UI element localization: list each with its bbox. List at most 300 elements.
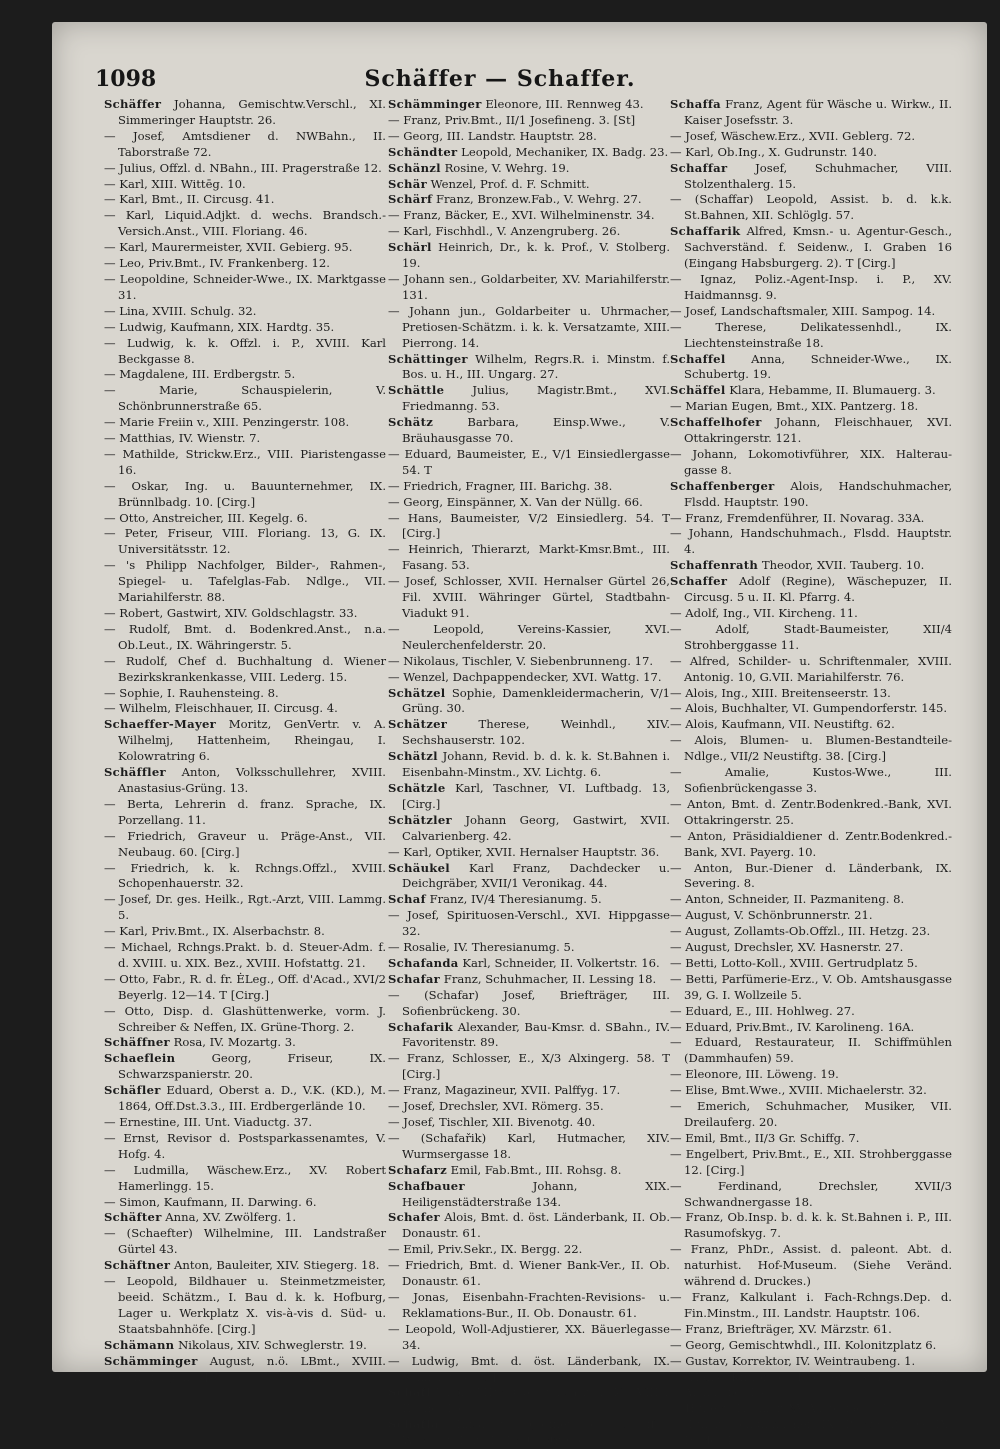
entry-text: — Alois, Kaufmann, VII. Neustiftg. 62. <box>670 717 895 732</box>
entry-surname: Schaffa <box>670 97 721 111</box>
directory-entry <box>670 383 952 399</box>
entry-text: Alois, Bmt. d. öst. Länderbank, II. Ob. Donaustr. 61. <box>402 1210 671 1241</box>
directory-entry <box>104 1115 386 1131</box>
directory-entry <box>670 654 952 686</box>
entry-text: — Leopold, Vereins-Kassier, XVI. Neulerchenfelderstr. 20. <box>388 621 670 652</box>
entry-text: — Franz, Bäcker, E., XVI. Wilhelminenstr. 34. <box>388 208 655 223</box>
entry-surname: Schaffenrath <box>670 558 759 573</box>
directory-entry <box>104 320 386 336</box>
directory-entry <box>104 1226 386 1258</box>
entry-text: — Heinrich, Thierarzt, Markt-Kmsr.Bmt., III. Fasang. 53. <box>388 542 670 573</box>
entry-text: — Otto, Fabr., R. d. fr. ĖLeg., Off. d'Acad., XVI/2 Beyerlg. 12—14. T [Cirg.] <box>104 971 386 1002</box>
entry-text: — Ludwig, Kaufmann, XIX. Hardtg. 35. <box>104 319 335 334</box>
entry-surname: Schaffa <box>388 1417 439 1432</box>
directory-entry <box>388 781 670 813</box>
entry-text: Jakob, MDr., Ob.-Stabsarzt 1. Kl., VIII/1 Kochg. 16. <box>402 1385 670 1416</box>
directory-entry <box>388 177 670 193</box>
entry-surname: Schätz <box>388 415 434 430</box>
directory-entry <box>388 145 670 161</box>
entry-text: — Alois, Buchhalter, VI. Gumpendorferstr. 145. <box>670 701 948 716</box>
directory-entry <box>388 892 670 908</box>
entry-text: — Ernestine, III. Unt. Viaductg. 37. <box>104 1115 313 1129</box>
entry-text: — Friedrich, k. k. Rchngs.Offzl., XVIII. Schopenhauerstr. 32. <box>104 860 386 891</box>
entry-text: Rosine, V. Wehrg. 19. <box>444 160 570 175</box>
directory-entry <box>104 558 386 606</box>
entry-text: — Josef, Spirituosen-Verschl., XVI. Hippgasse 32. <box>388 908 670 939</box>
entry-text: — Rosalie, IV. Theresianumg. 5. <box>388 940 575 955</box>
entry-surname: Schändter <box>388 144 458 159</box>
entry-text: — Magdalene, III. Erdbergstr. 5. <box>104 367 296 382</box>
directory-entry <box>670 1020 952 1036</box>
entry-text: — Leopold, Bildhauer u. Steinmetzmeister, beeid. Schätzm., I. Bau d. k. k. Hofburg, Lager u. Werkplatz X. vis-à-vis d. Süd- u. Staatsbahnhöfe. [Cirg.] <box>104 1274 386 1336</box>
entry-surname: Schäffler <box>104 765 166 780</box>
directory-entry <box>388 956 670 972</box>
directory-entry <box>388 1115 670 1131</box>
directory-entry <box>388 1417 670 1449</box>
directory-entry <box>104 717 386 765</box>
directory-entry <box>104 701 386 717</box>
directory-entry <box>104 431 386 447</box>
entry-text: Moritz, GenVertr. v. A. Wilhelmj, Hattenheim, Rheingau, I. Kolowratring 6. <box>118 717 386 764</box>
directory-entry <box>670 972 952 1004</box>
directory-entry <box>104 304 386 320</box>
entry-text: — Ignaz, Poliz.-Agent-Insp. i. P., XV. Haidmannsg. 9. <box>670 271 952 302</box>
entry-text: — Josef, Wäschew.Erz., XVII. Geblerg. 72. <box>670 128 916 143</box>
entry-text: — Leopoldine, Schneider-Wwe., IX. Marktgasse 31. <box>104 271 386 302</box>
entry-surname: Schärf <box>388 192 433 207</box>
directory-entry <box>388 304 670 352</box>
entry-text: — Matthias, IV. Wienstr. 7. <box>104 431 261 446</box>
entry-text: Leopold, Mechaniker, IX. Badg. 23. <box>461 144 669 159</box>
entry-text: Alexander, Bau-Kmsr. d. SBahn., IV. Favoritenstr. 89. <box>402 1019 671 1050</box>
entry-text: — Ludwig, Bmt. d. öst. Länderbank, IX. Schlickg. 3. [St] <box>388 1353 670 1384</box>
entry-text: — Adolf, Ing., VII. Kircheng. 11. <box>670 606 858 620</box>
directory-entry <box>670 829 952 861</box>
entry-text: — Hans, Kntlor. d. I. österr. Sparkasse, XII. Aichholzg. 18. <box>670 1369 952 1400</box>
directory-entry <box>670 1004 952 1020</box>
directory-entry <box>388 845 670 861</box>
directory-entry <box>388 1385 670 1417</box>
entry-text: Johanna, Gemischtw.Verschl., XI. Simmeringer Hauptstr. 26. <box>118 97 386 127</box>
entry-text: Rosa, IV. Mozartg. 3. <box>173 1035 296 1050</box>
entry-text: August, n.ö. LBmt., XVIII. Canisiusg. 22. [St] <box>118 1353 386 1384</box>
entry-text: Anton, Bauleiter, XIV. Stiegerg. 18. <box>174 1258 380 1273</box>
directory-entry <box>104 1131 386 1163</box>
entry-text: — Anton, Präsidialdiener d. Zentr.Bodenkred.-Bank, XVI. Payerg. 10. <box>670 828 952 859</box>
directory-entry <box>670 415 952 447</box>
entry-text: — Franz, Kalkulant i. Fach-Rchngs.Dep. d. Fin.Minstm., III. Landstr. Hauptstr. 106. <box>670 1289 952 1320</box>
directory-entry <box>670 1401 952 1417</box>
directory-entry <box>388 861 670 893</box>
directory-entry <box>670 892 952 908</box>
entry-text: — Georg, Einspänner, X. Van der Nüllg. 66. <box>388 494 643 509</box>
entry-surname: Schaffarik <box>670 224 741 239</box>
entry-text: — (Schafar) Josef, Briefträger, III. Sofienbrückeng. 30. <box>388 987 670 1018</box>
directory-entry <box>388 670 670 686</box>
directory-entry <box>670 161 952 193</box>
entry-text: — Emil, Bmt., II/3 Gr. Schiffg. 7. <box>670 1130 860 1145</box>
entry-surname: Schäukel <box>388 860 451 875</box>
directory-entry <box>670 1354 952 1370</box>
directory-entry <box>388 511 670 543</box>
entry-text: Emil, Fab.Bmt., III. Rohsg. 8. <box>450 1162 622 1177</box>
directory-entry <box>670 956 952 972</box>
entry-surname: Schätzer <box>388 717 448 732</box>
entry-text: — Rudolf, Chef d. Buchhaltung d. Wiener Bezirkskrankenkasse, VIII. Lederg. 15. <box>104 653 386 684</box>
directory-entry <box>670 765 952 797</box>
page-number: 1098 <box>95 66 157 92</box>
entry-text: — Josef, Schlosser, XVII. Hernalser Gürtel 26, Fil. XVIII. Währinger Gürtel, Stadtbahn-Viadukt 91. <box>388 574 670 620</box>
entry-text: — Johann, Handschuhmach., Flsdd. Hauptstr. 4. <box>670 526 952 557</box>
entry-text: — Oskar, Ing. u. Bauunternehmer, IX. Brünnlbadg. 10. [Cirg.] <box>104 478 386 509</box>
directory-entry <box>670 1290 952 1322</box>
entry-surname: Schänzl <box>388 160 441 175</box>
entry-text: — Josef, Dr. ges. Heilk., Rgt.-Arzt, VIII. Lammg. 5. <box>104 892 386 923</box>
entry-text: — Franz, Schlosser, E., X/3 Alxingerg. 58. T [Cirg.] <box>388 1051 670 1082</box>
directory-entry <box>670 861 952 893</box>
entry-text: — August, V. Schönbrunnerstr. 21. <box>670 908 873 923</box>
entry-text: — Engelbert, Priv.Bmt., E., XII. Strohberggasse 12. [Cirg.] <box>670 1146 952 1177</box>
directory-entry <box>670 511 952 527</box>
entry-text: Sophie, Damenkleidermacherin, V/1 Grüng. 30. <box>402 685 670 716</box>
directory-entry <box>388 129 670 145</box>
entry-text: — Johann jun., Goldarbeiter u. Uhrmacher, Pretiosen-Schätzm. i. k. k. Versatzamte, XIII. Pierrong. 14. <box>388 303 670 350</box>
entry-text: Franz, IV/4 Theresianumg. 5. <box>429 892 602 907</box>
directory-entry <box>104 1004 386 1036</box>
entry-text: — Julius, Offzl. d. NBahn., III. Pragerstraße 12. <box>104 160 382 175</box>
entry-text: — Franz, PhDr., Assist. d. paleont. Abt. d. naturhist. Hof-Museum. (Siehe Veränd. während d. Druckes.) <box>670 1242 952 1289</box>
directory-entry <box>670 304 952 320</box>
directory-entry <box>388 224 670 240</box>
entry-surname: Schämann <box>104 1337 175 1352</box>
entry-text: — Wenzel, Dachpappendecker, XVI. Wattg. 17. <box>388 669 662 684</box>
directory-entry <box>104 208 386 240</box>
entry-surname: Schätzel <box>388 685 446 700</box>
entry-text: Eleonore, III. Rennweg 43. <box>485 97 644 111</box>
entry-text: Franz, Bronzew.Fab., V. Wehrg. 27. <box>435 192 642 207</box>
directory-entry <box>670 272 952 304</box>
entry-text: — Mathilde, Strickw.Erz., VIII. Piaristengasse 16. <box>104 446 386 477</box>
directory-entry <box>388 972 670 988</box>
entry-text: — Lina, XVIII. Schulg. 32. <box>104 303 257 318</box>
entry-text: Barbara, Einsp.Wwe., V. Bräuhausgasse 70. <box>402 415 671 446</box>
directory-entry <box>670 320 952 352</box>
directory-entry <box>104 526 386 558</box>
entry-text: — Betti, Lotto-Koll., XVIII. Gertrudplatz 5. <box>670 955 918 970</box>
directory-entry <box>104 367 386 383</box>
entry-text: — Josef, Landschaftsmaler, XIII. Sampog. 14. <box>670 303 936 318</box>
entry-text: — Wilhelm, Fleischhauer, II. Circusg. 4. <box>104 701 338 716</box>
directory-entry <box>388 161 670 177</box>
entry-text: Karl, Taschner, VI. Luftbadg. 13, [Cirg.] <box>402 780 670 811</box>
directory-entry <box>388 240 670 272</box>
directory-entry <box>670 1210 952 1242</box>
directory-entry <box>104 97 386 129</box>
directory-entry <box>670 224 952 272</box>
entry-text: — Marie Freiin v., XIII. Penzingerstr. 108. <box>104 415 350 430</box>
entry-text: Klara, Hebamme, II. Blumauerg. 3. <box>729 383 936 398</box>
directory-entry <box>388 97 670 113</box>
entry-text: — Ludmilla, Wäschew.Erz., XV. Robert Hamerlingg. 15. <box>104 1162 386 1193</box>
entry-surname: Schafanda <box>388 955 459 970</box>
entry-surname: Schärl <box>388 240 432 255</box>
entry-text: — August, Zollamts-Ob.Offzl., III. Hetzg. 23. <box>670 924 931 939</box>
entry-text: — Ignaz, Schuhmacher, IX. Bergg. 22, G. IX. Hörlg. 4. <box>670 1417 952 1448</box>
entry-text: Anna, XV. Zwölferg. 1. <box>165 1210 297 1225</box>
entry-text: — Franz, Fremdenführer, II. Novarag. 33A. <box>670 510 925 525</box>
entry-surname: Schaff <box>388 1385 432 1400</box>
directory-entry <box>104 256 386 272</box>
entry-text: — Amalie, Kustos-Wwe., III. Sofienbrückengasse 3. <box>670 765 952 795</box>
entry-text: — Berta, Lehrerin d. franz. Sprache, IX. Porzellang. 11. <box>104 796 386 827</box>
entry-text: — Leopold, Woll-Adjustierer, XX. Bäuerlegasse 34. <box>388 1321 670 1352</box>
entry-surname: Schäffer <box>104 97 162 111</box>
directory-entry <box>670 399 952 415</box>
directory-entry <box>388 383 670 415</box>
column-1 <box>104 97 386 1384</box>
entry-surname: Schätzl <box>388 749 438 764</box>
entry-text: Anton, Volksschullehrer, XVIII. Anastasius-Grüng. 13. <box>118 765 386 795</box>
directory-entry <box>104 892 386 924</box>
directory-entry <box>670 797 952 829</box>
directory-entry <box>104 192 386 208</box>
entry-text: — Nikolaus, Tischler, V. Siebenbrunneng. 17. <box>388 653 654 668</box>
entry-text: Eduard, Oberst a. D., V.K. (KD.), M. 1864, Off.Dst.3.3., III. Erdbergerlände 10. <box>118 1083 386 1114</box>
directory-entry <box>670 1035 952 1067</box>
entry-surname: Schafbauer <box>388 1178 465 1193</box>
entry-text: — Karl, Priv.Bmt., IX. Alserbachstr. 8. <box>104 924 325 939</box>
entry-text: — Hans, Baumeister, V/2 Einsiedlerg. 54. T [Cirg.] <box>388 510 670 541</box>
entry-text: — Marie, Schauspielerin, V. Schönbrunnerstraße 65. <box>104 383 386 414</box>
entry-text: Elisabeth (Löffler & Schaffa), Wäschew.Erz., II. Praterstr. 66. <box>402 1417 671 1448</box>
entry-text: — Michael, Rchngs.Prakt. b. d. Steuer-Adm. f. d. XVIII. u. XIX. Bez., XVIII. Hofstattg. 21. <box>104 940 386 970</box>
directory-entry <box>670 1179 952 1211</box>
directory-entry <box>670 1131 952 1147</box>
entry-surname: Schäffel <box>670 383 726 398</box>
entry-text: — Therese, Delikatessenhdl., IX. Liechtensteinstraße 18. <box>670 319 952 350</box>
directory-entry <box>388 1354 670 1386</box>
directory-entry <box>104 861 386 893</box>
directory-entry <box>388 495 670 511</box>
entry-surname: Schaeflein <box>104 1051 176 1066</box>
entry-text: — Sophie, I. Rauhensteing. 8. <box>104 685 279 700</box>
entry-text: — Anton, Bur.-Diener d. Länderbank, IX. Severing. 8. <box>670 860 952 891</box>
entry-surname: Schaffelhofer <box>670 415 762 430</box>
directory-entry <box>104 622 386 654</box>
directory-entry <box>388 1210 670 1242</box>
directory-entry <box>104 654 386 686</box>
entry-text: — Betti, Parfümerie-Erz., V. Ob. Amtshausgasse 39, G. I. Wollzeile 5. <box>670 971 952 1002</box>
directory-entry <box>670 129 952 145</box>
entry-surname: Schäfter <box>104 1210 162 1225</box>
entry-text: — Karl, Optiker, XVII. Hernalser Hauptstr. 36. <box>388 844 660 859</box>
entry-text: Johann, XIX. Heiligenstädterstraße 134. <box>402 1178 670 1209</box>
entry-text: Alois, Handschuhmacher, Flsdd. Hauptstr. 190. <box>684 478 953 509</box>
entry-text: — Karl, Bmt., II. Circusg. 41. <box>104 192 275 207</box>
entry-text: — Anton, Schneider, II. Pazmaniteng. 8. <box>670 892 905 907</box>
entry-text: — Georg, Gemischtwhdl., III. Kolonitzplatz 6. <box>670 1337 937 1352</box>
entry-surname: Schättinger <box>388 351 468 366</box>
entry-surname: Schämminger <box>104 1353 198 1368</box>
directory-entry <box>388 813 670 845</box>
directory-entry <box>104 972 386 1004</box>
entry-text: — (Schaffar) Leopold, Assist. b. d. k.k. St.Bahnen, XII. Schlöglg. 57. <box>670 192 952 223</box>
directory-entry <box>104 1163 386 1195</box>
directory-entry <box>104 1195 386 1211</box>
entry-text: — Josef, Drechsler, XVI. Römerg. 35. <box>388 1099 604 1114</box>
directory-entry <box>670 686 952 702</box>
directory-entry <box>388 113 670 129</box>
entry-text: — Karl, Fischhdl., V. Anzengruberg. 26. <box>388 224 621 239</box>
column-2 <box>388 97 671 1448</box>
directory-entry <box>388 1258 670 1290</box>
directory-entry <box>104 686 386 702</box>
entry-text: — Anton, Bmt. d. Zentr.Bodenkred.-Bank, XVI. Ottakringerstr. 25. <box>670 796 952 827</box>
entry-text: Josef, Schuhmacher, VIII. Stolzenthalerg. 15. <box>684 160 953 191</box>
entry-surname: Schättle <box>388 383 445 398</box>
entry-text: — August, Drechsler, XV. Hasnerstr. 27. <box>670 940 904 955</box>
entry-text: Wilhelm, Regrs.R. i. Minstm. f. Bos. u. H., III. Ungarg. 27. <box>402 351 671 382</box>
directory-entry <box>104 415 386 431</box>
directory-entry <box>104 1338 386 1354</box>
entry-text: — Franz, Briefträger, XV. Märzstr. 61. <box>670 1321 892 1336</box>
entry-text: — Johann, Lokomotivführer, XIX. Halterau-gasse 8. <box>670 446 952 477</box>
directory-entry <box>104 129 386 161</box>
entry-text: — Elise, Bmt.Wwe., XVIII. Michaelerstr. 32. <box>670 1083 927 1098</box>
directory-entry <box>388 447 670 479</box>
directory-entry <box>388 717 670 749</box>
entry-text: Johann Georg, Gastwirt, XVII. Calvarienberg. 42. <box>402 812 670 843</box>
directory-entry <box>388 208 670 224</box>
directory-entry <box>104 940 386 972</box>
directory-entry <box>104 447 386 479</box>
entry-text: — Ernst, Revisor d. Postsparkassenamtes, V. Hofg. 4. <box>104 1130 386 1161</box>
entry-text: — Karl, XIII. Wittēg. 10. <box>104 176 246 191</box>
entry-surname: Schafarik <box>388 1019 454 1034</box>
directory-entry <box>388 1083 670 1099</box>
entry-surname: Schafarz <box>388 1162 447 1177</box>
directory-entry <box>104 383 386 415</box>
entry-text: Georg, Friseur, IX. Schwarzspanierstr. 20. <box>118 1051 386 1082</box>
entry-surname: Schätzle <box>388 780 446 795</box>
directory-entry <box>104 1210 386 1226</box>
directory-entry <box>388 1051 670 1083</box>
directory-entry <box>388 654 670 670</box>
directory-entry <box>388 749 670 781</box>
directory-entry <box>670 1083 952 1099</box>
directory-entry <box>388 1322 670 1354</box>
directory-entry <box>388 272 670 304</box>
directory-entry <box>104 336 386 368</box>
directory-entry <box>388 686 670 718</box>
entry-text: — Eduard, E., III. Hohlweg. 27. <box>670 1003 855 1018</box>
directory-entry <box>104 161 386 177</box>
directory-entry <box>670 1322 952 1338</box>
directory-entry <box>104 511 386 527</box>
entry-text: — Josef, Tischler, XII. Bivenotg. 40. <box>388 1115 596 1129</box>
directory-entry <box>670 701 952 717</box>
directory-entry <box>670 1099 952 1131</box>
entry-text: Wenzel, Prof. d. F. Schmitt. <box>430 176 590 191</box>
entry-text: — Simon, Kaufmann, II. Darwing. 6. <box>104 1194 317 1209</box>
entry-surname: Schäfler <box>104 1083 161 1098</box>
entry-text: — Ferdinand, Drechsler, XVII/3 Schwandnergasse 18. <box>670 1178 952 1209</box>
entry-text: Anna, Schneider-Wwe., IX. Schubertg. 19. <box>684 351 952 382</box>
directory-entry <box>670 606 952 622</box>
directory-entry <box>104 797 386 829</box>
directory-entry <box>104 240 386 256</box>
entry-text: Heinrich, Dr., k. k. Prof., V. Stolberg. 19. <box>402 240 670 271</box>
entry-surname: Schaffar <box>670 160 728 175</box>
directory-entry <box>670 908 952 924</box>
directory-entry <box>104 1274 386 1338</box>
running-head: Schäffer — Schaffer. <box>364 66 636 92</box>
entry-text: — Eduard, Priv.Bmt., IV. Karolineng. 16A. <box>670 1019 915 1034</box>
directory-entry <box>670 447 952 479</box>
directory-entry <box>104 1354 386 1386</box>
entry-text: Johann, Fleischhauer, XVI. Ottakringerstr. 121. <box>684 415 953 446</box>
entry-text: Franz, Agent für Wäsche u. Wirkw., II. Kaiser Josefsstr. 3. <box>684 97 953 127</box>
directory-entry <box>388 1179 670 1211</box>
directory-entry <box>388 1131 670 1163</box>
directory-entry <box>670 97 952 129</box>
entry-text: — Alois, Blumen- u. Blumen-Bestandteile-Ndlge., VII/2 Neustiftg. 38. [Cirg.] <box>670 733 952 764</box>
entry-text: — Emil, Priv.Sekr., IX. Bergg. 22. <box>388 1242 583 1257</box>
entry-surname: Schafar <box>388 971 441 986</box>
entry-text: Karl, Schneider, II. Volkertstr. 16. <box>462 955 660 970</box>
directory-entry <box>388 1163 670 1179</box>
entry-text: — Franz, Magazineur, XVII. Palffyg. 17. <box>388 1083 621 1098</box>
directory-entry <box>388 574 670 622</box>
directory-entry <box>104 924 386 940</box>
entry-text: — Karl, Liquid.Adjkt. d. wechs. Brandsch.-Versich.Anst., VIII. Floriang. 46. <box>104 208 386 239</box>
directory-entry <box>670 192 952 224</box>
directory-entry <box>670 924 952 940</box>
directory-entry <box>670 145 952 161</box>
directory-entry <box>388 1099 670 1115</box>
directory-entry <box>670 1417 952 1449</box>
entry-text: — Eduard, Restaurateur, II. Schiffmühlen (Dammhaufen) 59. <box>670 1035 952 1066</box>
entry-surname: Schämminger <box>388 97 482 111</box>
entry-text: Julius, Magistr.Bmt., XVI. Friedmanng. 53. <box>402 383 670 414</box>
entry-text: Alfred, Kmsn.- u. Agentur-Gesch., Sachverständ. f. Seidenw., I. Graben 16 (Eingang Habsburgerg. 2). T [Cirg.] <box>684 224 953 271</box>
directory-entry <box>670 479 952 511</box>
entry-text: — Alfred, Schilder- u. Schriftenmaler, XVIII. Antonig. 10, G.VII. Mariahilferstr. 76. <box>670 653 952 684</box>
entry-text: — Friedrich, Bmt. d. Wiener Bank-Ver., II. Ob. Donaustr. 61. <box>388 1258 670 1289</box>
entry-text: — Robert, Gastwirt, XIV. Goldschlagstr. 33. <box>104 606 358 620</box>
directory-entry <box>388 988 670 1020</box>
directory-entry <box>670 1242 952 1290</box>
entry-text: Johann, Revid. b. d. k. k. St.Bahnen i. Eisenbahn-Minstm., XV. Lichtg. 6. <box>402 749 671 780</box>
entry-text: — Eduard, Baumeister, E., V/1 Einsiedlergasse 54. T <box>388 446 670 477</box>
directory-entry <box>388 415 670 447</box>
directory-entry <box>388 622 670 654</box>
directory-entry <box>104 479 386 511</box>
entry-text: — Franz, Ob.Insp. b. d. k. k. St.Bahnen i. P., III. Rasumofskyg. 7. <box>670 1210 952 1241</box>
directory-entry <box>670 1338 952 1354</box>
entry-text: — Adolf, Stadt-Baumeister, XII/4 Strohberggasse 11. <box>670 621 952 652</box>
entry-surname: Schaf <box>388 892 426 907</box>
entry-text: — Emerich, Schuhmacher, Musiker, VII. Dreilauferg. 20. <box>670 1099 952 1129</box>
directory-entry <box>388 1020 670 1052</box>
directory-entry <box>104 1035 386 1051</box>
column-3 <box>670 97 953 1448</box>
entry-text: — Franz, Priv.Bmt., II/1 Josefineng. 3. [St] <box>388 112 636 127</box>
entry-text: — Alois, Ing., XIII. Breitenseerstr. 13. <box>670 685 891 700</box>
entry-text: — Gustav, Korrektor, IV. Weintraubeng. 1. <box>670 1353 916 1368</box>
entry-text: — Otto, Anstreicher, III. Kegelg. 6. <box>104 510 308 525</box>
entry-surname: Schätzler <box>388 812 452 827</box>
